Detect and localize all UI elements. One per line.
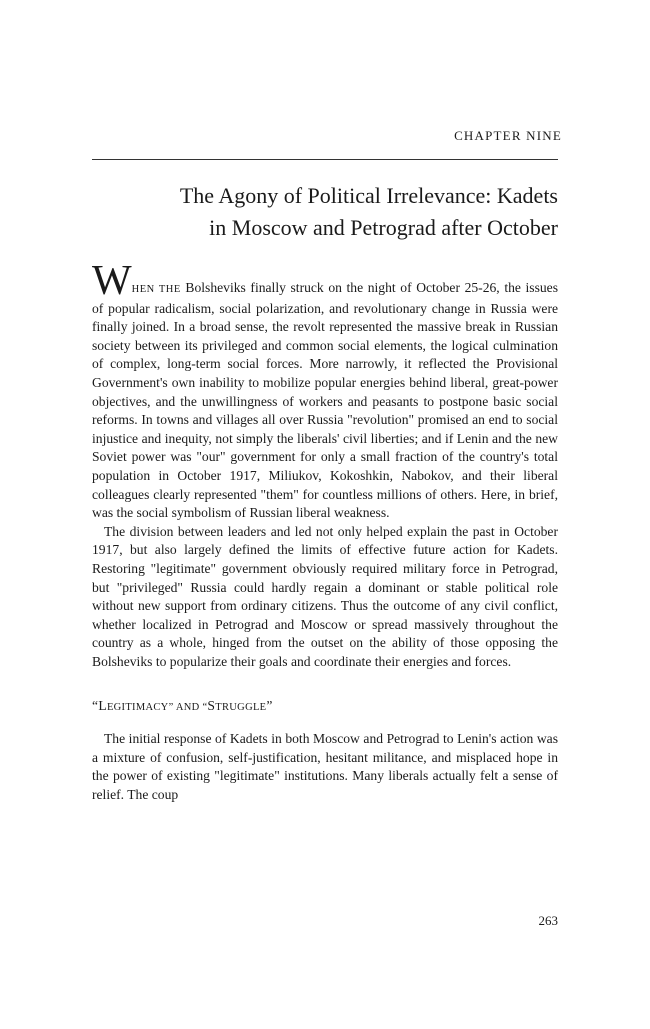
section-heading [92,697,558,718]
chapter-label: CHAPTER NINE [454,128,562,143]
heading-word1-initial: L [98,698,107,714]
header-rule [92,159,558,160]
opening-line [92,258,500,304]
paragraph-2: The division between leaders and led not only helped explain the past in October 1917, but also largely defined the limits of effective future action for Kadets. Restoring "legitimate" government obviously required military force in Petrograd, but "privileged" Russia could hardly regain a dominant or stable political role without new support from ordinary citizens. Thus the outcome of any civil conflict, whether localized in Petrograd and Moscow or spread massively throughout the country as a whole, hinged from the outset on the ability of those opposing the Bolsheviks to popularize their goals and coordinate their energies and forces. [92,523,558,669]
heading-word2-rest: TRUGGLE [215,702,267,714]
small-caps-lead: HEN THE [131,284,181,295]
chapter-title-line-2: in Moscow and Petrograd after October [209,215,558,240]
heading-and: ” AND “ [168,702,208,714]
heading-close-quote: ” [266,698,273,714]
heading-open-quote: “ [92,698,99,714]
page-number: 263 [538,913,558,928]
drop-cap: W [92,258,132,304]
paragraph-1 [92,258,558,523]
paragraph-1-text: the issues of popular radicalism, social polarization, and revolutionary change in Russia were finally joined. In a broad sense, the revolt represented the massive break in Russian society between its privileged and common social elements, the logical culmination of complex, long-term social forces. More narrowly, it reflected the Provisional Government's own inability to mobilize popular energies behind liberal, great-power objectives, and the unwillingness of workers and peasants to postpone basic social reforms. In towns and villages all over Russia "revolution" promised an end to social injustice and inequity, not simply the liberals' civil liberties; and if Lenin and the new Soviet power was "our" government for only a small fraction of the country's total population in October 1917, Miliukov, Kokoshkin, Nabokov, and their liberal colleagues clearly represented "them" for countless millions of others. Here, in brief, was the social symbolism of Russian liberal weakness. [92,280,558,521]
body-text [92,258,558,804]
paragraph-3: The initial response of Kadets in both Moscow and Petrograd to Lenin's action was a mixture of confusion, self-justification, hesitant militance, and misplaced hope in the power of existing "legitimate" institutions. Many liberals actually felt a sense of relief. The coup [92,731,558,802]
heading-word1-rest: EGITIMACY [106,702,169,714]
heading-word2-initial: S [207,698,216,714]
chapter-title-line-1: The Agony of Political Irrelevance: Kadets [179,183,558,208]
opening-line-rest: Bolsheviks finally struck on the night of October 25-26, [180,280,500,295]
chapter-title [92,180,558,244]
